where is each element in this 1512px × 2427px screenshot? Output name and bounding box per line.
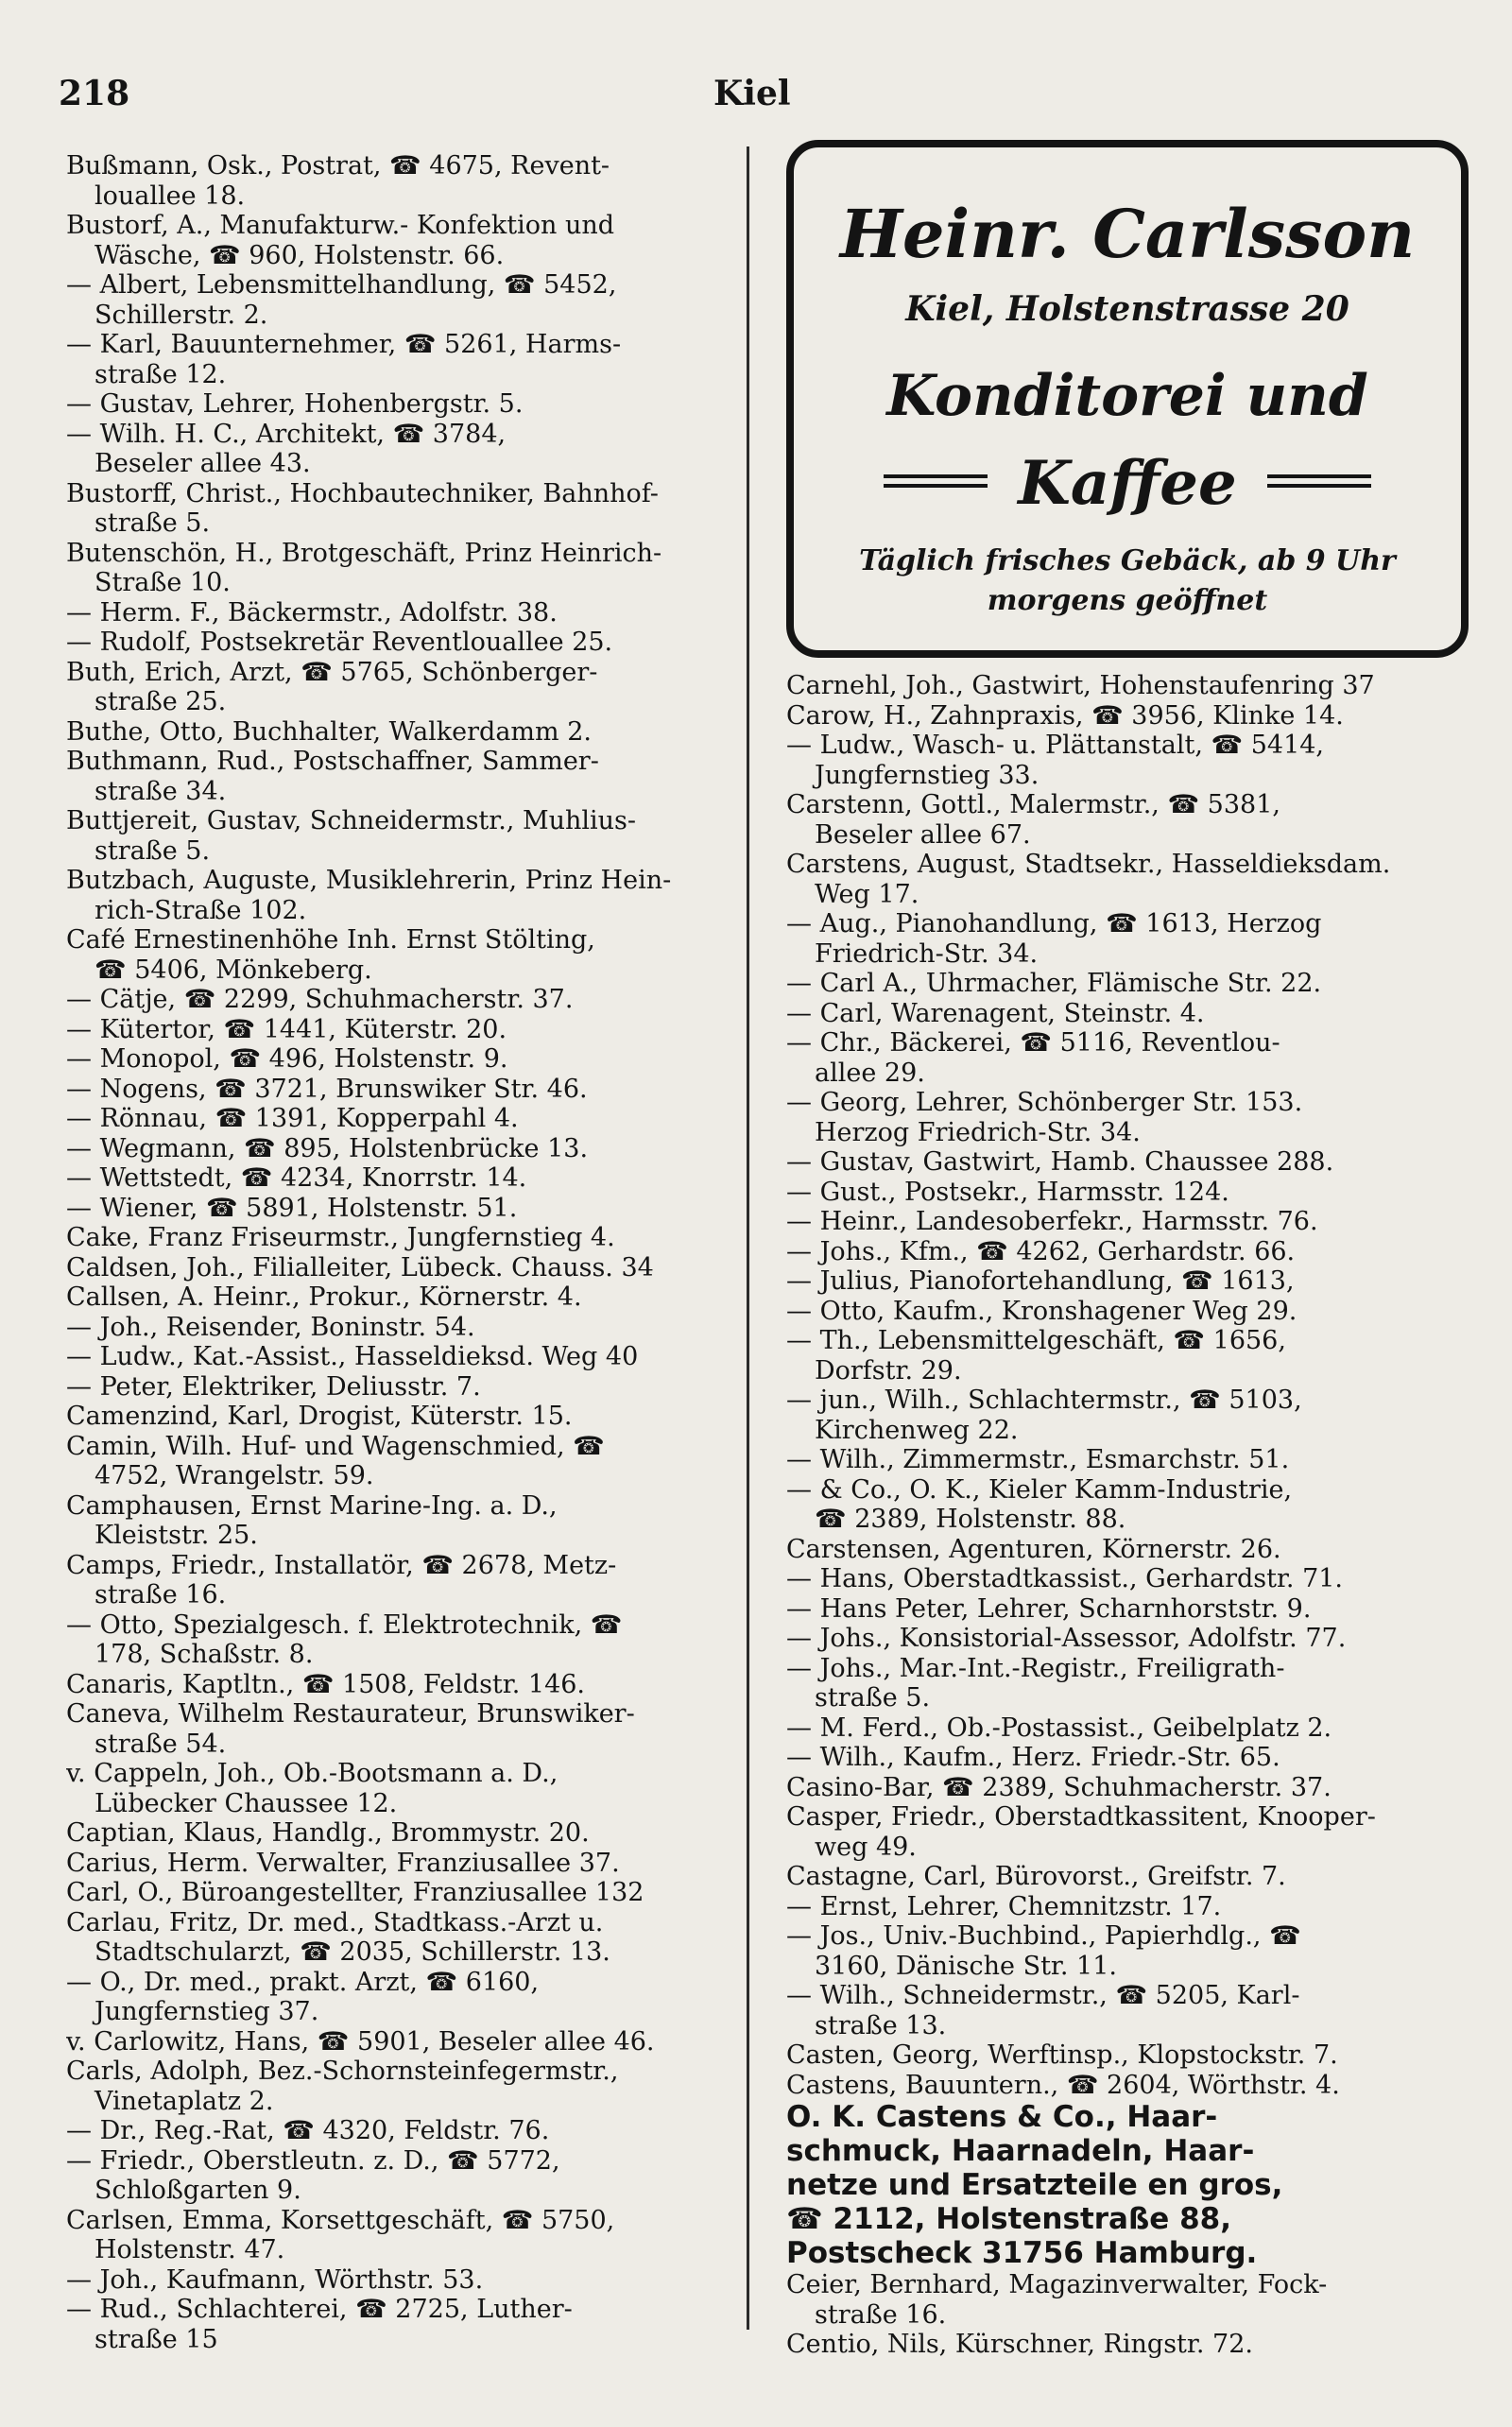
directory-entry: 178, Schaßstr. 8. (94, 1640, 314, 1669)
directory-entry: louallee 18. (94, 181, 246, 211)
directory-entry: Kirchenweg 22. (815, 1415, 1019, 1445)
directory-entry: weg 49. (815, 1832, 917, 1862)
directory-entry: Buttjereit, Gustav, Schneidermstr., Muhlius- (66, 806, 637, 835)
directory-entry: — Aug., Pianohandlung, ☎ 1613, Herzog (786, 909, 1322, 938)
directory-entry: — Wettstedt, ☎ 4234, Knorrstr. 14. (66, 1163, 527, 1193)
castens-ad-line: Postscheck 31756 Hamburg. (786, 2236, 1258, 2270)
directory-entry: — Monopol, ☎ 496, Holstenstr. 9. (66, 1044, 508, 1074)
directory-entry: — Otto, Kaufm., Kronshagener Weg 29. (786, 1296, 1297, 1326)
directory-entry: straße 5. (94, 508, 211, 538)
directory-entry: — Ludw., Kat.-Assist., Hasseldieksd. Weg 40 (66, 1342, 639, 1371)
directory-entry: rich-Straße 102. (94, 895, 307, 925)
castens-ad-line: ☎ 2112, Holstenstraße 88, (786, 2202, 1231, 2236)
directory-entry: — Karl, Bauunternehmer, ☎ 5261, Harms- (66, 330, 622, 359)
directory-entry: ☎ 5406, Mönkeberg. (94, 955, 372, 985)
page-city-heading: Kiel (713, 74, 791, 113)
directory-entry: — Th., Lebensmittelgeschäft, ☎ 1656, (786, 1326, 1286, 1355)
directory-entry: — Gust., Postsekr., Harmsstr. 124. (786, 1177, 1229, 1207)
directory-entry: Camenzind, Karl, Drogist, Küterstr. 15. (66, 1402, 573, 1431)
ad-hours: morgens geöffnet (987, 584, 1268, 617)
directory-entry: — Carl A., Uhrmacher, Flämische Str. 22. (786, 969, 1322, 998)
directory-entry: — Wilh. H. C., Architekt, ☎ 3784, (66, 419, 507, 449)
directory-entry: — Wilh., Kaufm., Herz. Friedr.-Str. 65. (786, 1743, 1280, 1772)
directory-entry: Caldsen, Joh., Filialleiter, Lübeck. Chauss. 34 (66, 1252, 654, 1282)
directory-entry: straße 54. (94, 1729, 227, 1759)
directory-entry: Buthe, Otto, Buchhalter, Walkerdamm 2. (66, 716, 592, 747)
castens-ad-line: O. K. Castens & Co., Haar- (786, 2100, 1218, 2134)
ad-address: Kiel, Holstenstrasse 20 (905, 289, 1349, 329)
directory-entry: Herzog Friedrich-Str. 34. (815, 1117, 1141, 1147)
directory-entry: — jun., Wilh., Schlachtermstr., ☎ 5103, (786, 1386, 1302, 1415)
directory-entry: Caneva, Wilhelm Restaurateur, Brunswiker- (66, 1699, 635, 1729)
directory-entry: — Heinr., Landesoberfekr., Harmsstr. 76. (786, 1207, 1318, 1236)
directory-entry: Carlsen, Emma, Korsettgeschäft, ☎ 5750, (66, 2205, 615, 2235)
directory-entry: Carnehl, Joh., Gastwirt, Hohenstaufenring 37 (786, 671, 1375, 700)
directory-entry: Kleiststr. 25. (94, 1521, 258, 1550)
directory-entry: — Hans Peter, Lehrer, Scharnhorststr. 9. (786, 1593, 1312, 1624)
directory-entry: — Friedr., Oberstleutn. z. D., ☎ 5772, (66, 2145, 560, 2176)
directory-entry: 3160, Dänische Str. 11. (815, 1951, 1117, 1981)
directory-entry: allee 29. (815, 1058, 925, 1088)
directory-entry: — Johs., Mar.-Int.-Registr., Freiligrath- (786, 1653, 1285, 1683)
directory-entry: — Johs., Konsistorial-Assessor, Adolfstr. 77. (786, 1624, 1347, 1653)
directory-entry: straße 16. (815, 2299, 947, 2330)
directory-entry: — Jos., Univ.-Buchbind., Papierhdlg., ☎ (786, 1921, 1301, 1951)
directory-entry: Casper, Friedr., Oberstadtkassitent, Knooper- (786, 1802, 1376, 1832)
directory-entry: Cake, Franz Friseurmstr., Jungfernstieg 4. (66, 1223, 615, 1252)
ad-business-line2-row (794, 448, 1461, 524)
ad-business-name: Heinr. Carlsson (839, 195, 1416, 273)
directory-entry: straße 16. (94, 1580, 227, 1609)
directory-entry: — Cätje, ☎ 2299, Schuhmacherstr. 37. (66, 985, 574, 1014)
directory-entry: Beseler allee 67. (815, 819, 1031, 850)
directory-entry: Buthmann, Rud., Postschaffner, Sammer- (66, 747, 599, 776)
directory-entry: straße 12. (94, 359, 227, 389)
directory-entry: Callsen, A. Heinr., Prokur., Körnerstr. 4. (66, 1282, 582, 1312)
directory-entry: v. Cappeln, Joh., Ob.-Bootsmann a. D., (66, 1759, 558, 1788)
directory-entry: — Albert, Lebensmittelhandlung, ☎ 5452, (66, 270, 617, 300)
directory-entry: Captian, Klaus, Handlg., Brommystr. 20. (66, 1818, 590, 1848)
directory-entry: Holstenstr. 47. (94, 2235, 285, 2264)
directory-entry: Bustorff, Christ., Hochbautechniker, Bahnhof- (66, 478, 659, 508)
directory-entry: straße 25. (94, 687, 227, 716)
castens-ad-line: netze und Ersatzteile en gros, (786, 2168, 1283, 2202)
directory-entry: Carstens, August, Stadtsekr., Hasseldieksdam. (786, 850, 1391, 879)
directory-entry: — Georg, Lehrer, Schönberger Str. 153. (786, 1088, 1303, 1117)
directory-entry: Casino-Bar, ☎ 2389, Schuhmacherstr. 37. (786, 1772, 1332, 1802)
castens-advertisement (786, 2100, 1481, 2270)
page-header (0, 74, 1512, 130)
directory-entry: Beseler allee 43. (94, 449, 311, 478)
directory-entry: — Julius, Pianofortehandlung, ☎ 1613, (786, 1266, 1295, 1296)
directory-entry: — M. Ferd., Ob.-Postassist., Geibelplatz 2. (786, 1713, 1332, 1743)
directory-entry: — Ludw., Wasch- u. Plättanstalt, ☎ 5414, (786, 731, 1325, 760)
directory-entry: Jungfernstieg 37. (94, 1997, 319, 2026)
directory-entry: — Rudolf, Postsekretär Reventlouallee 25. (66, 628, 613, 657)
castens-ad-line: schmuck, Haarnadeln, Haar- (786, 2134, 1255, 2168)
directory-entry: — & Co., O. K., Kieler Kamm-Industrie, (786, 1474, 1293, 1505)
directory-entry: — Chr., Bäckerei, ☎ 5116, Reventlou- (786, 1028, 1280, 1058)
directory-entry: v. Carlowitz, Hans, ☎ 5901, Beseler allee 46. (66, 2026, 655, 2057)
directory-entry: Schloßgarten 9. (94, 2176, 301, 2205)
directory-entry: — Carl, Warenagent, Steinstr. 4. (786, 998, 1205, 1028)
directory-entry: — Otto, Spezialgesch. f. Elektrotechnik, ☎ (66, 1609, 623, 1640)
directory-entry: — Nogens, ☎ 3721, Brunswiker Str. 46. (66, 1074, 588, 1104)
directory-entry: Carstensen, Agenturen, Körnerstr. 26. (786, 1534, 1281, 1564)
ad-double-rule-right (1267, 474, 1371, 488)
directory-entry: straße 15 (94, 2324, 218, 2354)
directory-entry: — Gustav, Lehrer, Hohenbergstr. 5. (66, 389, 524, 419)
directory-entry: — Wilh., Schneidermstr., ☎ 5205, Karl- (786, 1981, 1300, 2010)
directory-entry: Friedrich-Str. 34. (815, 938, 1039, 969)
directory-entry: Weg 17. (815, 879, 919, 909)
directory-entry: — Rönnau, ☎ 1391, Kopperpahl 4. (66, 1104, 519, 1133)
directory-entry: Bußmann, Osk., Postrat, ☎ 4675, Revent- (66, 151, 610, 181)
right-column-tail (786, 2270, 1481, 2360)
directory-entry: Wäsche, ☎ 960, Holstenstr. 66. (94, 240, 505, 270)
directory-entry: Camin, Wilh. Huf- und Wagenschmied, ☎ (66, 1431, 605, 1461)
right-column (786, 671, 1481, 2360)
directory-entry: Vinetaplatz 2. (94, 2086, 274, 2116)
directory-entry: Straße 10. (94, 568, 231, 597)
directory-entry: straße 34. (94, 776, 227, 806)
right-column-entries (786, 671, 1481, 2100)
ad-business-line2: Kaffee (1018, 448, 1237, 519)
directory-entry: Bustorf, A., Manufakturw.- Konfektion und (66, 211, 615, 240)
directory-entry: Camps, Friedr., Installatör, ☎ 2678, Metz- (66, 1550, 617, 1580)
directory-entry: — O., Dr. med., prakt. Arzt, ☎ 6160, (66, 1967, 540, 1997)
directory-entry: straße 5. (815, 1683, 931, 1713)
ad-tagline: Täglich frisches Gebäck, ab 9 Uhr (859, 544, 1396, 577)
directory-entry: — Gustav, Gastwirt, Hamb. Chaussee 288. (786, 1147, 1334, 1177)
directory-entry: — Herm. F., Bäckermstr., Adolfstr. 38. (66, 597, 558, 628)
directory-entry: — Ernst, Lehrer, Chemnitzstr. 17. (786, 1891, 1222, 1921)
carlsson-advertisement (786, 140, 1469, 658)
directory-entry: — Wilh., Zimmermstr., Esmarchstr. 51. (786, 1445, 1290, 1474)
page-number: 218 (59, 74, 130, 113)
directory-entry: — Hans, Oberstadtkassist., Gerhardstr. 71. (786, 1564, 1344, 1593)
directory-entry: — Dr., Reg.-Rat, ☎ 4320, Feldstr. 76. (66, 2116, 550, 2145)
directory-entry: 4752, Wrangelstr. 59. (94, 1461, 374, 1490)
directory-entry: Camphausen, Ernst Marine-Ing. a. D., (66, 1490, 558, 1521)
directory-entry: — Peter, Elektriker, Deliusstr. 7. (66, 1371, 481, 1402)
directory-entry: Schillerstr. 2. (94, 300, 268, 330)
directory-entry: Casten, Georg, Werftinsp., Klopstockstr. 7. (786, 2040, 1338, 2070)
directory-entry: — Joh., Kaufmann, Wörthstr. 53. (66, 2264, 484, 2295)
directory-entry: Stadtschularzt, ☎ 2035, Schillerstr. 13. (94, 1937, 610, 1967)
directory-entry: — Kütertor, ☎ 1441, Küterstr. 20. (66, 1014, 507, 1044)
directory-entry: Carlau, Fritz, Dr. med., Stadtkass.-Arzt u. (66, 1907, 604, 1937)
directory-entry: Ceier, Bernhard, Magazinverwalter, Fock- (786, 2270, 1328, 2299)
directory-entry: Buth, Erich, Arzt, ☎ 5765, Schönberger- (66, 657, 598, 687)
ad-business-line1: Konditorei und (886, 363, 1368, 429)
directory-entry: ☎ 2389, Holstenstr. 88. (815, 1505, 1126, 1534)
directory-entry: — Joh., Reisender, Boninstr. 54. (66, 1312, 475, 1342)
directory-entry: — Johs., Kfm., ☎ 4262, Gerhardstr. 66. (786, 1236, 1296, 1266)
directory-entry: — Wegmann, ☎ 895, Holstenbrücke 13. (66, 1133, 589, 1163)
directory-entry: Dorfstr. 29. (815, 1355, 962, 1386)
directory-entry: straße 5. (94, 835, 211, 866)
directory-entry: Carls, Adolph, Bez.-Schornsteinfegermstr., (66, 2057, 619, 2086)
directory-entry: Café Ernestinenhöhe Inh. Ernst Stölting, (66, 925, 595, 955)
directory-entry: straße 13. (815, 2010, 947, 2040)
directory-entry: Butenschön, H., Brotgeschäft, Prinz Heinrich- (66, 538, 662, 568)
directory-entry: Carius, Herm. Verwalter, Franziusallee 37. (66, 1848, 620, 1878)
directory-entry: Butzbach, Auguste, Musiklehrerin, Prinz Hein- (66, 866, 672, 895)
left-column (66, 151, 751, 2354)
directory-entry: Castagne, Carl, Bürovorst., Greifstr. 7. (786, 1862, 1286, 1891)
directory-entry: Carl, O., Büroangestellter, Franziusallee 132 (66, 1878, 644, 1907)
directory-entry: Centio, Nils, Kürschner, Ringstr. 72. (786, 2330, 1253, 2359)
directory-entry: Canaris, Kaptltn., ☎ 1508, Feldstr. 146. (66, 1669, 586, 1699)
directory-entry: — Wiener, ☎ 5891, Holstenstr. 51. (66, 1193, 518, 1223)
directory-entry: — Rud., Schlachterei, ☎ 2725, Luther- (66, 2295, 573, 2324)
directory-entry: Carow, H., Zahnpraxis, ☎ 3956, Klinke 14. (786, 700, 1344, 731)
directory-entry: Castens, Bauuntern., ☎ 2604, Wörthstr. 4. (786, 2070, 1340, 2100)
directory-entry: Jungfernstieg 33. (815, 760, 1040, 790)
directory-entry: Lübecker Chaussee 12. (94, 1788, 398, 1818)
directory-entry: Carstenn, Gottl., Malermstr., ☎ 5381, (786, 790, 1280, 819)
